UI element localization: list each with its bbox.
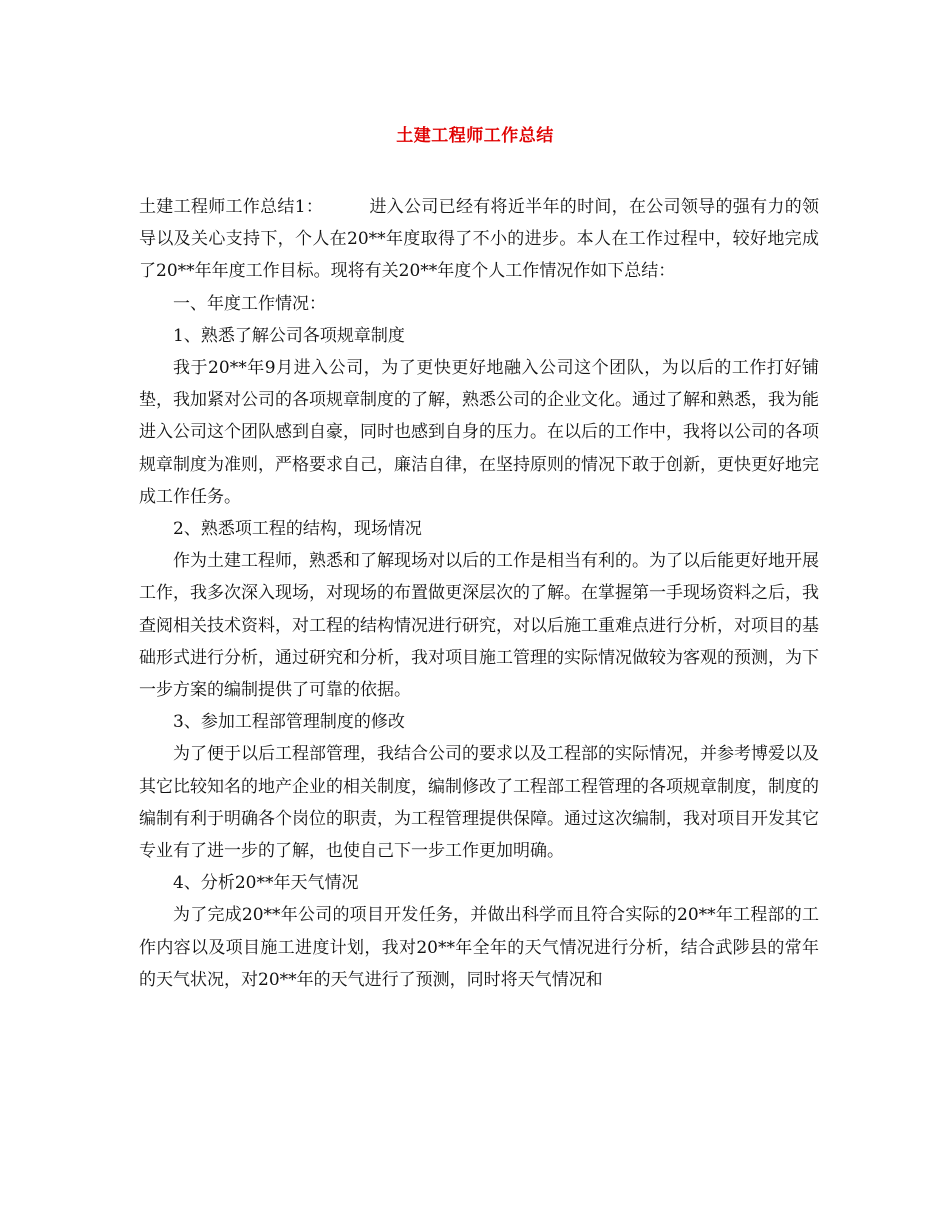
section-heading: 一、年度工作情况： [173,293,326,314]
body-paragraph: 为了便于以后工程部管理，我结合公司的要求以及工程部的实际情况，并参考博爱以及其它比较知名的地产企业的相关制度，编制修改了工程部工程管理的各项规章制度，制度的编制有利于明确各个岗位的职责，为工程管理提供保障。通过这次编制，我对项目开发其它专业有了进一步的了解，也使自己下一步工作更加明确。 [139,744,819,862]
body-paragraph: 我于20**年9月进入公司，为了更快更好地融入公司这个团队，为以后的工作打好铺垫，我加紧对公司的各项规章制度的了解，熟悉公司的企业文化。通过了解和熟悉，我为能进入公司这个团队感到自豪，同时也感到自身的压力。在以后的工作中，我将以公司的各项规章制度为准则，严格要求自己，廉洁自律，在坚持原则的情况下敢于创新，更快更好地完成工作任务。 [139,358,819,507]
body-paragraph: 作为土建工程师，熟悉和了解现场对以后的工作是相当有利的。为了以后能更好地开展工作，我多次深入现场，对现场的布置做更深层次的了解。在掌握第一手现场资料之后，我查阅相关技术资料，对工程的结构情况进行研究，对以后施工重难点进行分析，对项目的基础形式进行分析，通过研究和分析，我对项目施工管理的实际情况做较为客观的预测，为下一步方案的编制提供了可靠的依据。 [139,551,819,701]
subsection-heading: 2、熟悉项工程的结构，现场情况 [173,519,422,540]
intro-label: 土建工程师工作总结1： [139,197,324,217]
intro-paragraph [139,191,819,288]
intro-text: 进入公司已经有将近半年的时间，在公司领导的强有力的领导以及关心支持下，个人在20**年度取得了不小的进步。本人在工作过程中，较好地完成了20**年年度工作目标。现将有关20**年度个人工作情况作如下总结： [139,197,819,282]
subsection-heading: 3、参加工程部管理制度的修改 [173,712,405,733]
document-title: 土建工程师工作总结 [396,126,554,146]
subsection-heading: 1、熟悉了解公司各项规章制度 [173,325,405,346]
subsection-heading: 4、分析20**年天气情况 [173,873,359,894]
document-body [139,191,819,996]
body-paragraph: 为了完成20**年公司的项目开发任务，并做出科学而且符合实际的20**年工程部的工作内容以及项目施工进度计划，我对20**年全年的天气情况进行分析，结合武陟县的常年的天气状况，对20**年的天气进行了预测，同时将天气情况和 [139,905,819,990]
